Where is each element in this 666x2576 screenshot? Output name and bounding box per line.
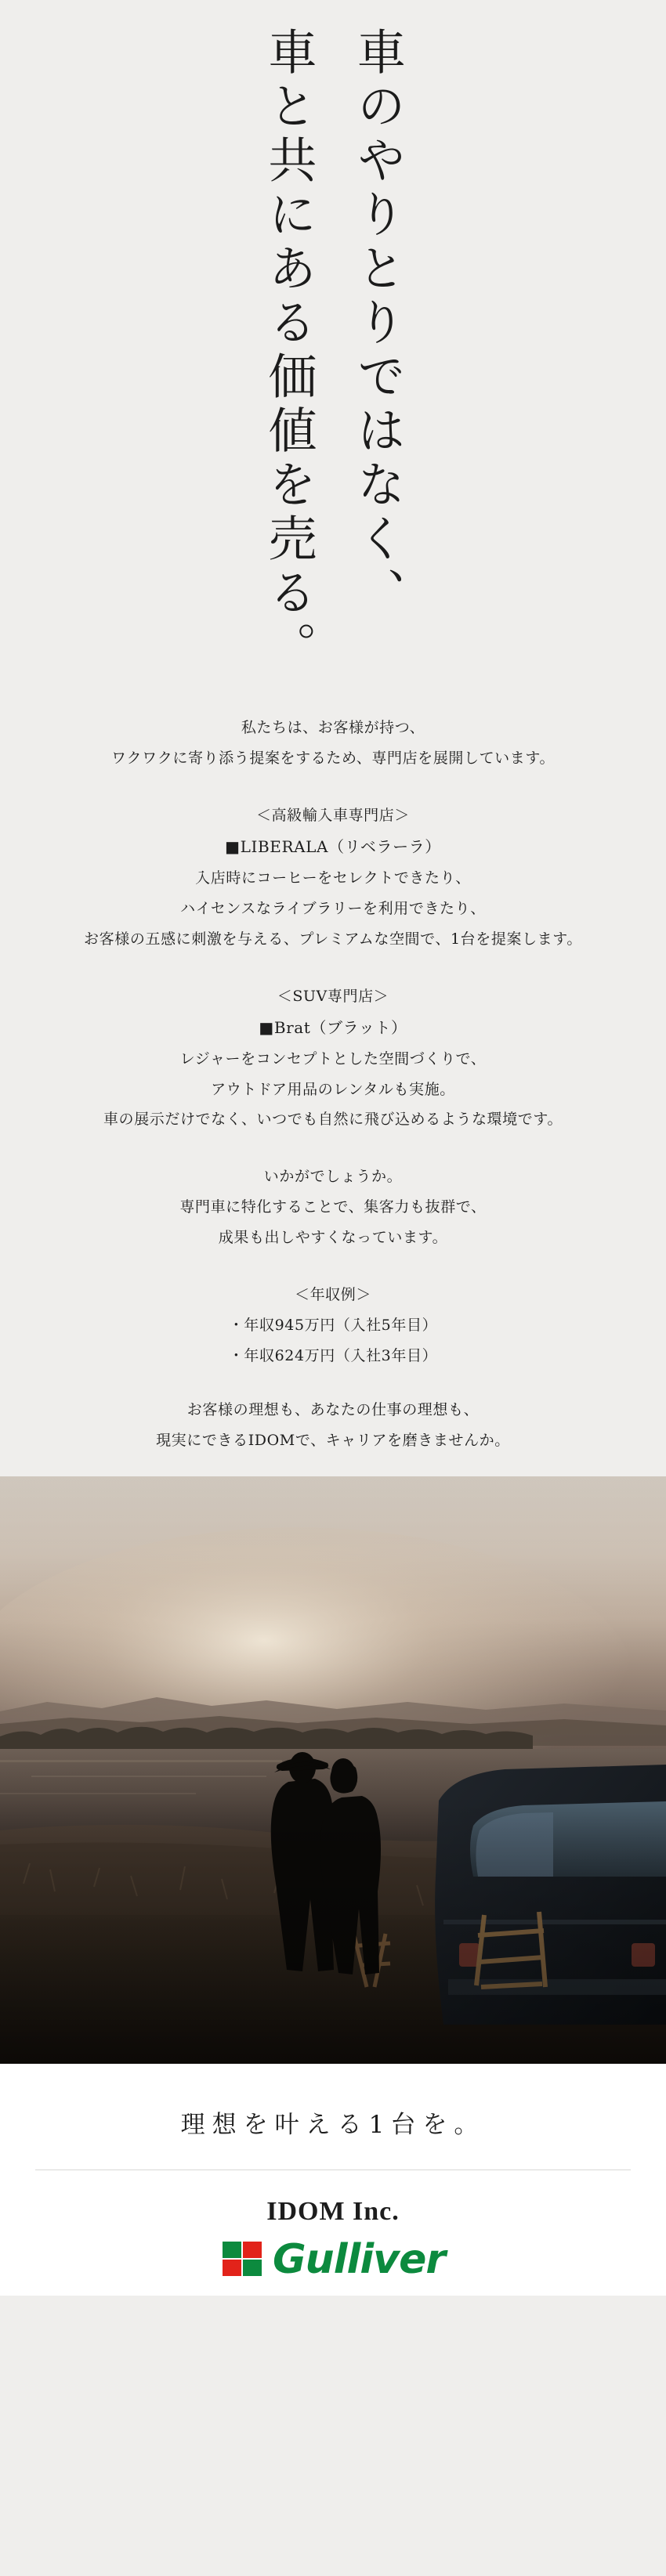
hero-photo xyxy=(0,1476,666,2064)
outro-line-2: 現実にできるIDOMで、キャリアを磨きませんか。 xyxy=(156,1431,510,1449)
closing-line-3: 成果も出しやすくなっています。 xyxy=(218,1229,448,1247)
section1-name: ■LIBERALA（リベラーラ） xyxy=(225,836,441,856)
outro-line-1: お客様の理想も、あなたの仕事の理想も、 xyxy=(186,1401,480,1418)
footer-tagline: 理想を叶える1台を。 xyxy=(180,2110,486,2139)
section-brat xyxy=(0,981,666,1136)
body-copy xyxy=(0,705,666,1456)
gulliver-wordmark: Gulliver xyxy=(273,2235,445,2283)
headline-area xyxy=(0,0,666,705)
salary-section xyxy=(0,1280,666,1371)
salary-item-2: ・年収624万円（入社3年目） xyxy=(228,1347,438,1365)
section1-line-3: お客様の五感に刺激を与える、プレミアムな空間で、1台を提案します。 xyxy=(84,930,582,948)
closing-line-1: いかがでしょうか。 xyxy=(263,1168,403,1186)
section2-line-2: アウトドア用品のレンタルも実施。 xyxy=(211,1080,455,1098)
intro-paragraph xyxy=(0,713,666,774)
brand-logo xyxy=(0,2235,666,2283)
photo-illustration xyxy=(0,1476,666,2064)
section1-line-1: 入店時にコーヒーをセレクトできたり、 xyxy=(195,869,471,887)
salary-heading: ＜年収例＞ xyxy=(294,1286,371,1304)
outro-paragraph xyxy=(0,1395,666,1456)
footer xyxy=(0,2064,666,2296)
salary-item-1: ・年収945万円（入社5年目） xyxy=(228,1317,438,1335)
section1-heading: ＜高級輸入車専門店＞ xyxy=(255,806,410,824)
intro-line-2: ワクワクに寄り添う提案をするため、専門店を展開しています。 xyxy=(110,749,556,767)
section-liberala xyxy=(0,800,666,955)
section2-name: ■Brat（ブラット） xyxy=(259,1017,407,1037)
closing-line-2: 専門車に特化することで、集客力も抜群で、 xyxy=(179,1198,487,1216)
gulliver-flag-svg xyxy=(221,2240,263,2279)
headline-column-2: 車と共にある価値を売る。 xyxy=(260,27,317,675)
section2-line-1: レジャーをコンセプトとした空間づくりで、 xyxy=(179,1050,487,1068)
section2-line-3: 車の展示だけでなく、いつでも自然に飛び込めるような環境です。 xyxy=(103,1111,563,1129)
intro-line-1: 私たちは、お客様が持つ、 xyxy=(241,719,425,736)
company-name: IDOM Inc. xyxy=(266,2196,400,2226)
gulliver-flag-icon xyxy=(221,2240,263,2279)
closing-paragraph xyxy=(0,1162,666,1253)
headline-column-1: 車のやりとりではなく、 xyxy=(349,27,407,621)
section2-heading: ＜SUV専門店＞ xyxy=(277,987,389,1005)
section1-line-2: ハイセンスなライブラリーを利用できたり、 xyxy=(180,899,486,917)
headline xyxy=(0,27,666,700)
